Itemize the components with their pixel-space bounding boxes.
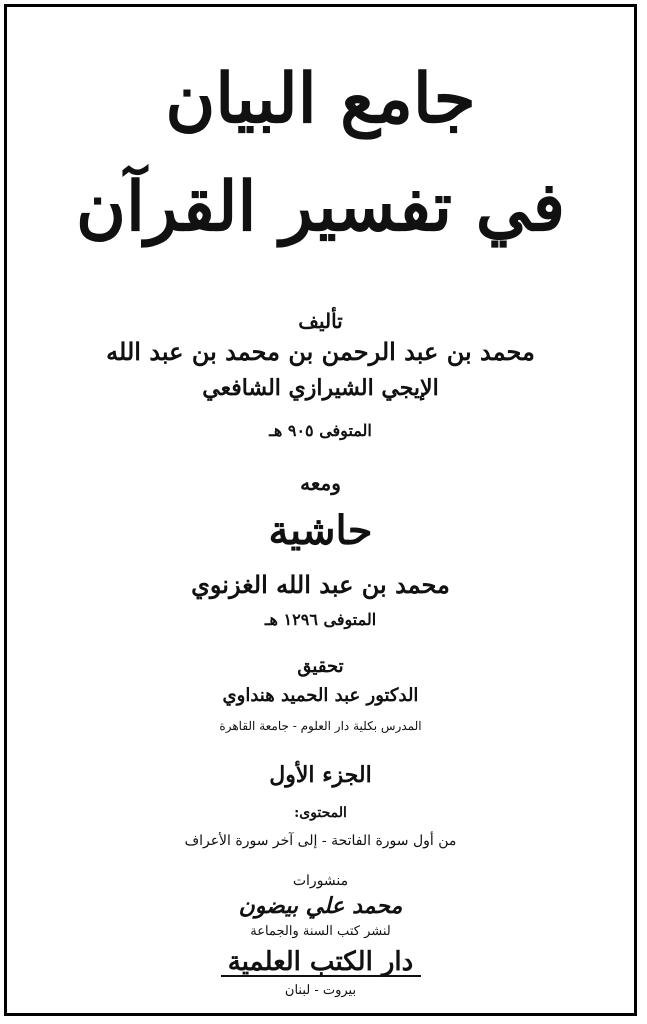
contents-range: من أول سورة الفاتحة - إلى آخر سورة الأعراف (184, 833, 457, 849)
hashia-author: محمد بن عبد الله الغزنوي (191, 570, 450, 599)
author-name-line1: محمد بن عبد الرحمن بن محمد بن عبد الله (106, 337, 535, 366)
publisher-subtitle: لنشر كتب السنة والجماعة (250, 924, 391, 939)
editor-role: المدرس بكلية دار العلوم - جامعة القاهرة (219, 719, 422, 733)
publisher-name: محمد علي بيضون (238, 893, 403, 919)
with-label: ومعه (300, 471, 341, 495)
author-name-line2: الإيجي الشيرازي الشافعي (202, 375, 439, 401)
publisher-label: منشورات (292, 873, 349, 889)
publishing-house: دار الكتب العلمية (7, 947, 634, 977)
book-title-line1: جامع البيان (165, 59, 476, 139)
hashia-author-death-date: المتوفى ١٢٩٦ هـ (264, 610, 377, 629)
authorship-label: تأليف (298, 309, 343, 333)
editor-name: الدكتور عبد الحميد هنداوي (222, 685, 419, 706)
hashia-title: حاشية (268, 507, 373, 554)
title-page (4, 4, 637, 1016)
publisher-city: بيروت - لبنان (284, 983, 357, 998)
contents-label: المحتوى: (294, 805, 347, 821)
book-title-line2: في تفسير القرآن (76, 167, 565, 247)
volume-part: الجزء الأول (269, 762, 372, 788)
author-death-date: المتوفى ٩٠٥ هـ (269, 421, 372, 440)
editing-label: تحقيق (297, 656, 344, 677)
